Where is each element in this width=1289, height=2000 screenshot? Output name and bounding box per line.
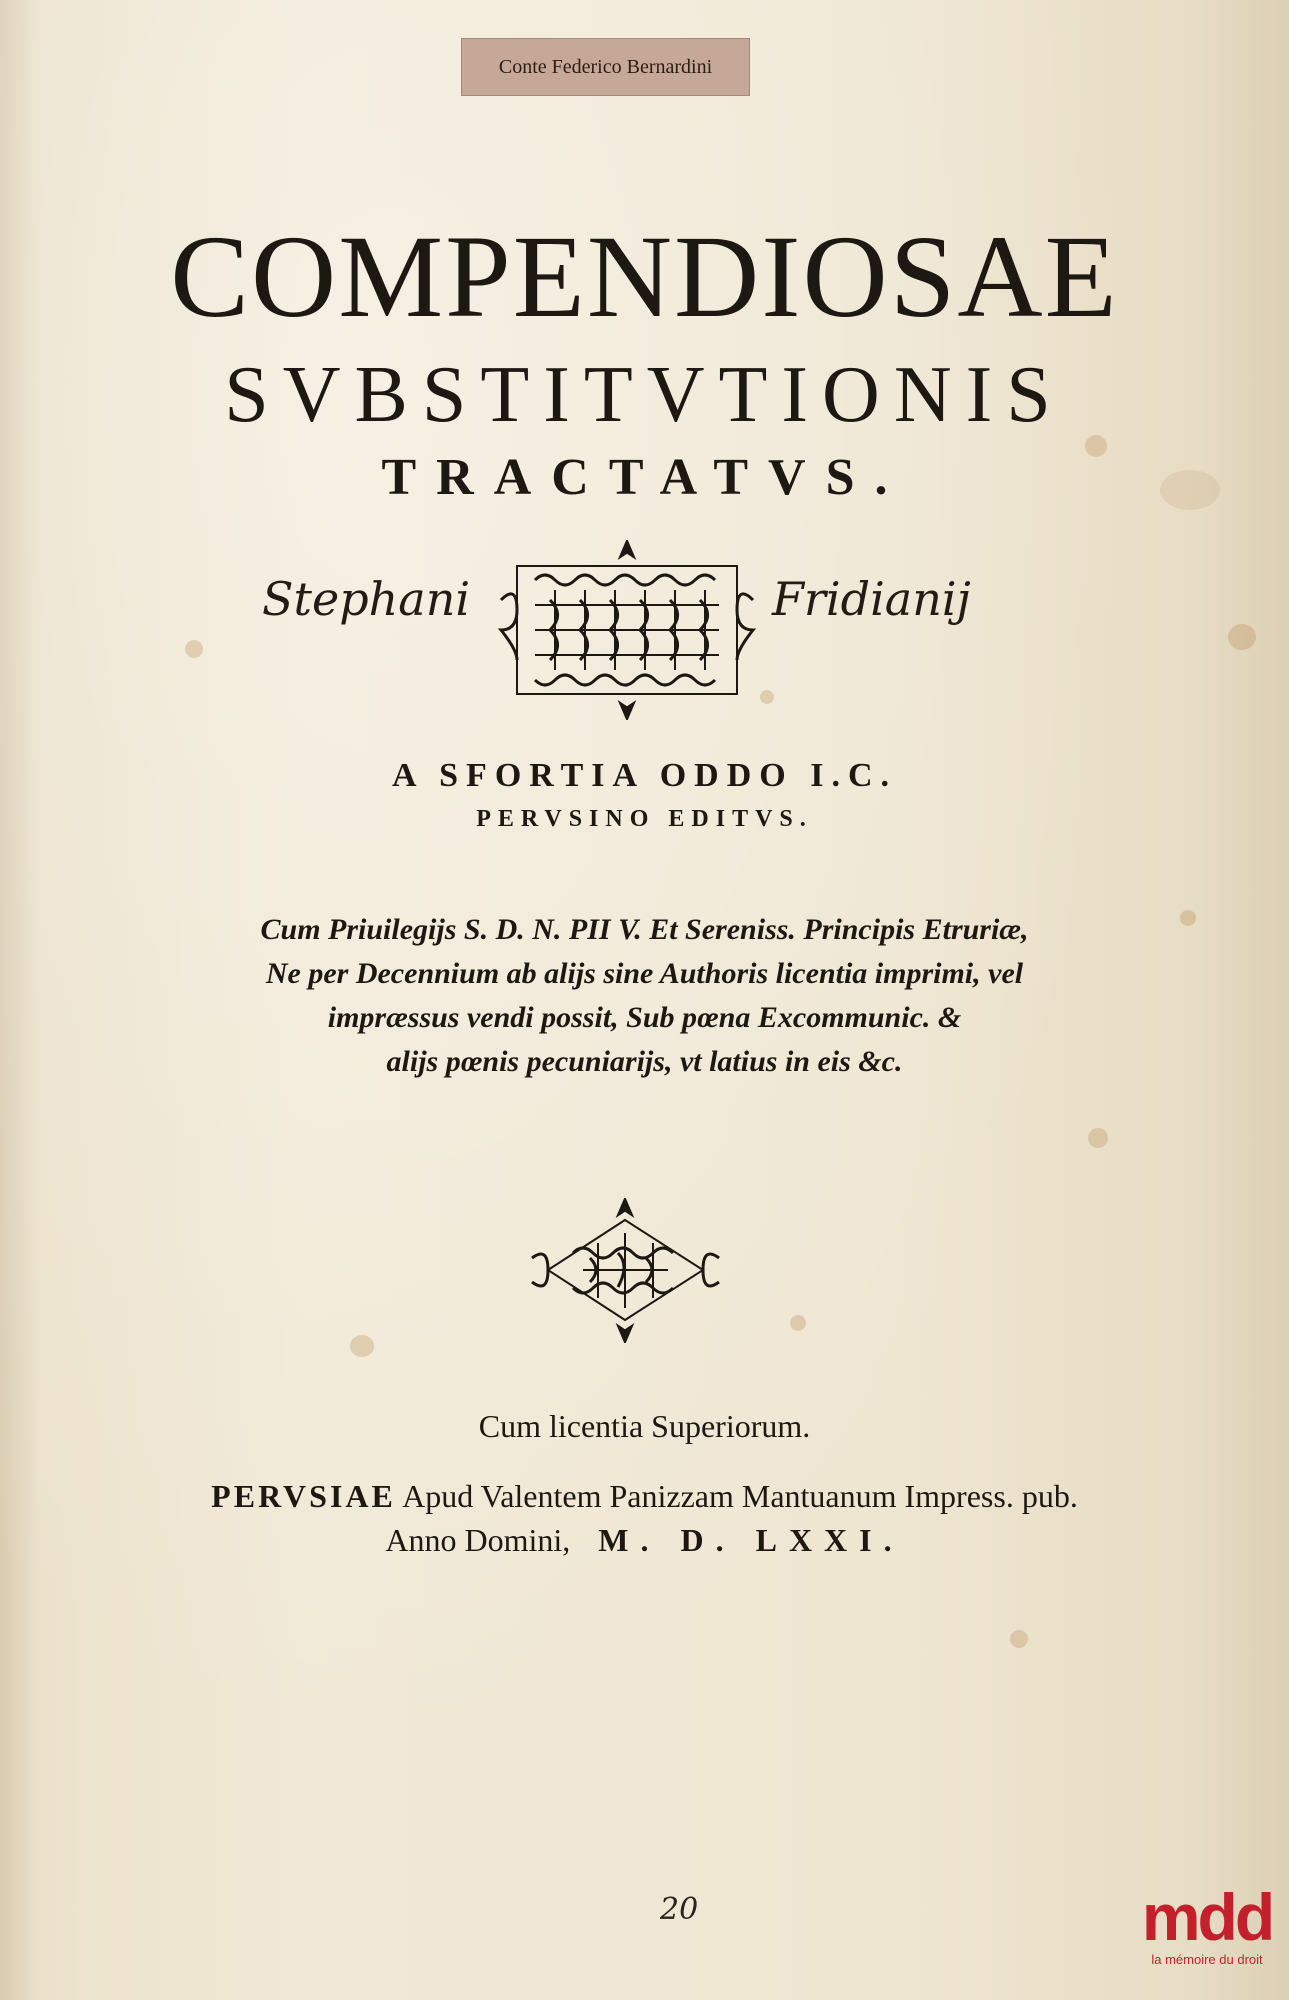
privilege-line-4: alijs pœnis pecuniarijs, vt latius in eis &c. bbox=[386, 1045, 903, 1078]
pencil-note: 20 bbox=[660, 1892, 699, 1927]
foxing-spot bbox=[1010, 1630, 1028, 1648]
imprint-line-2 bbox=[0, 1522, 1289, 1559]
foxing-spot bbox=[1180, 910, 1196, 926]
foxing-spot bbox=[185, 640, 203, 658]
privilege-line-2: Ne per Decennium ab alijs sine Authoris licentia imprimi, vel bbox=[265, 957, 1024, 990]
imprint-printer: Apud Valentem Panizzam Mantuanum Impress. pub. bbox=[402, 1478, 1078, 1514]
imprint-city: PERVSIAE bbox=[211, 1478, 396, 1514]
logo-mark: mdd bbox=[1141, 1880, 1273, 1954]
signature-first-name: Stephani bbox=[262, 572, 471, 626]
foxing-spot bbox=[1088, 1128, 1108, 1148]
printers-ornament-large bbox=[495, 540, 759, 720]
privilege-line-1: Cum Priuilegijs S. D. N. PII V. Et Sereniss. Principis Etruriæ, bbox=[260, 913, 1029, 946]
imprint-year: M. D. LXXI. bbox=[598, 1522, 904, 1558]
logo-tagline: la mémoire du droit bbox=[1151, 1952, 1263, 1967]
title-line-1: COMPENDIOSAE bbox=[170, 211, 1119, 342]
imprint-anno: Anno Domini, bbox=[385, 1522, 571, 1558]
title-line-3: TRACTATVS. bbox=[381, 449, 908, 506]
foxing-spot bbox=[790, 1315, 806, 1331]
privilege-notice bbox=[140, 908, 1149, 1084]
mdd-logo bbox=[1132, 1880, 1282, 1994]
editor-line-1: A SFORTIA ODDO I.C. bbox=[391, 757, 898, 794]
title-line-2: SVBSTITVTIONIS bbox=[224, 351, 1065, 439]
privilege-line-3: impræssus vendi possit, Sub pœna Excommunic. & bbox=[327, 1001, 962, 1034]
editor-line-2: PERVSINO EDITVS. bbox=[476, 806, 813, 832]
license-line: Cum licentia Superiorum. bbox=[478, 1408, 811, 1444]
printers-ornament-small bbox=[528, 1198, 723, 1343]
ex-libris-label: Conte Federico Bernardini bbox=[461, 38, 750, 96]
foxing-spot bbox=[350, 1335, 374, 1357]
signature-last-name: Fridianij bbox=[772, 572, 971, 626]
foxing-spot bbox=[1228, 624, 1256, 650]
foxing-spot bbox=[760, 690, 774, 704]
imprint-line-1 bbox=[0, 1478, 1289, 1515]
